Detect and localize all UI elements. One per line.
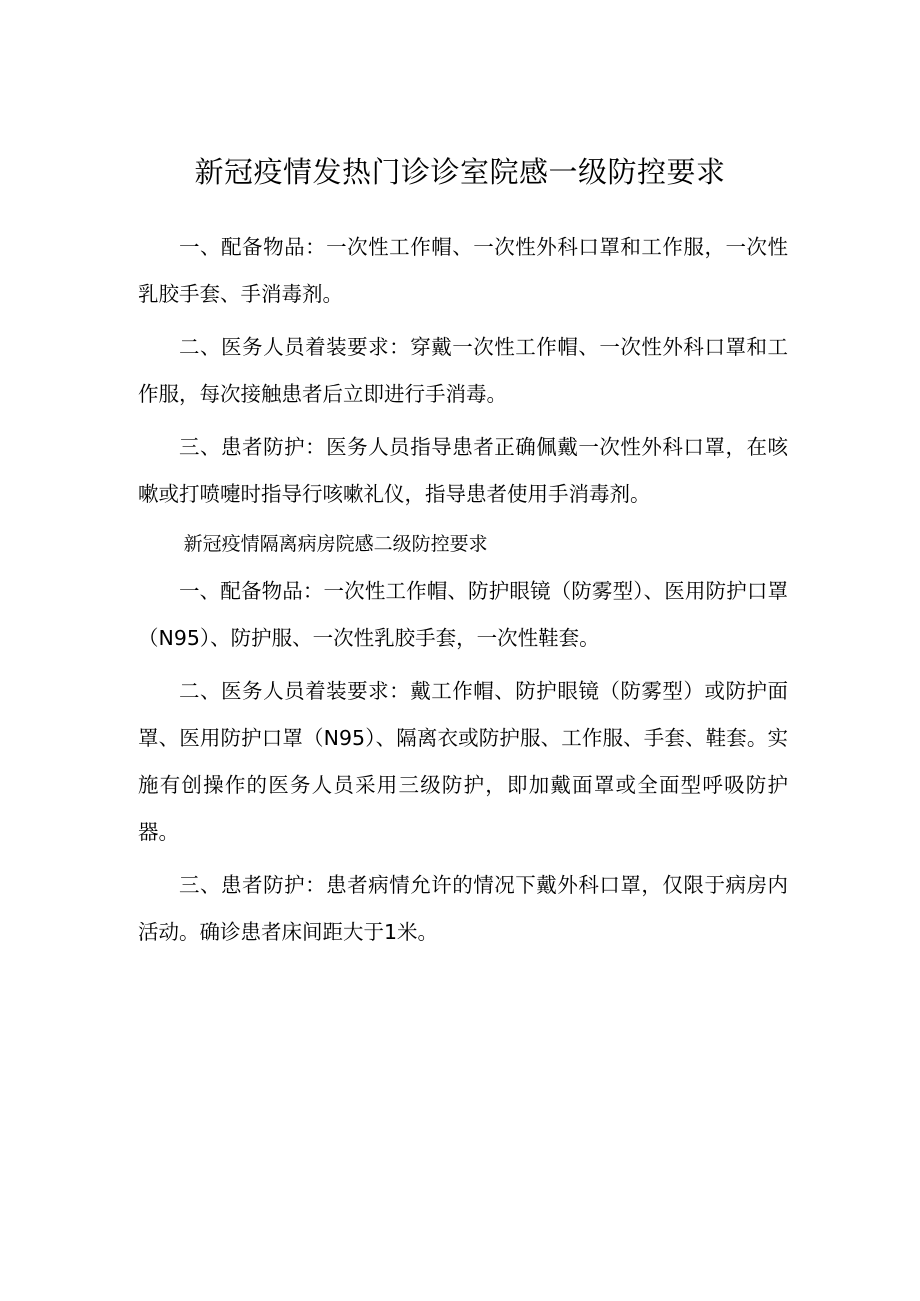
- level1-patient-protection-paragraph: 三、患者防护：医务人员指导患者正确佩戴一次性外科口罩，在咳嗽或打喷嚏时指导行咳嗽礼仪，指导患者使用手消毒剂。: [138, 435, 788, 506]
- level1-staff-attire-paragraph: 二、医务人员着装要求：穿戴一次性工作帽、一次性外科口罩和工作服，每次接触患者后立即进行手消毒。: [138, 335, 788, 406]
- level2-patient-protection-paragraph: 三、患者防护：患者病情允许的情况下戴外科口罩，仅限于病房内活动。确诊患者床间距大于1米。: [138, 873, 788, 944]
- level2-staff-attire-paragraph: 二、医务人员着装要求：戴工作帽、防护眼镜（防雾型）或防护面罩、医用防护口罩（N95）、隔离衣或防护服、工作服、手套、鞋套。实施有创操作的医务人员采用三级防护，即加戴面罩或全面型呼吸防护器。: [138, 679, 788, 844]
- level2-section-heading: 新冠疫情隔离病房院感二级防控要求: [183, 533, 488, 555]
- document-title: 新冠疫情发热门诊诊室院感一级防控要求: [194, 155, 726, 189]
- document-body: [138, 224, 788, 962]
- level1-supplies-paragraph: 一、配备物品：一次性工作帽、一次性外科口罩和工作服，一次性乳胶手套、手消毒剂。: [138, 235, 788, 306]
- level2-supplies-paragraph: 一、配备物品：一次性工作帽、防护眼镜（防雾型）、医用防护口罩（N95）、防护服、一次性乳胶手套，一次性鞋套。: [138, 579, 788, 650]
